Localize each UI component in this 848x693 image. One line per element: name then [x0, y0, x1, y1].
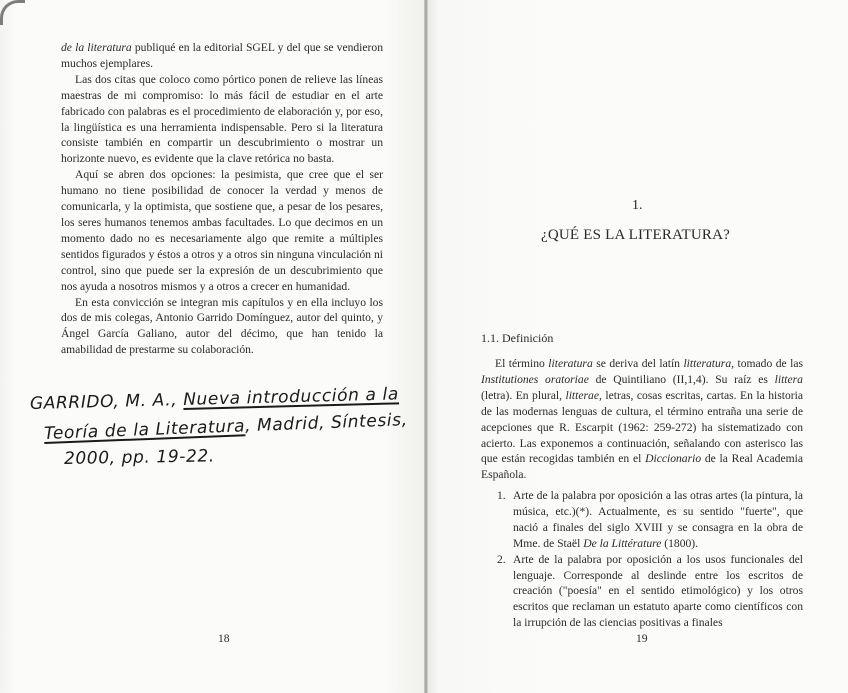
list-item-number: 2. — [497, 552, 506, 566]
right-body-text — [481, 356, 803, 483]
text-run: El término — [495, 357, 549, 370]
book-title-italic: de la literatura — [61, 41, 132, 54]
handwritten-citation-line-3: 2000, pp. 19-22. — [63, 446, 216, 469]
list-item-number: 1. — [497, 489, 506, 502]
italic-work-title: De la Littérature — [583, 536, 662, 550]
italic-term: literatura — [548, 357, 593, 370]
italic-term: littera — [774, 372, 803, 386]
left-body-text — [61, 40, 383, 358]
text-run: se deriva del latín — [592, 357, 684, 370]
italic-term: litterae — [565, 388, 599, 402]
section-heading: 1.1. Definición — [481, 331, 554, 345]
italic-term: Diccionario — [645, 452, 702, 466]
paragraph-1-text: publiqué en la editorial SGEL y del que se vendieron muchos ejemplares. — [61, 41, 383, 70]
list-item-text: (1800). — [661, 536, 699, 550]
list-item-text: Arte de la palabra por oposición a los usos funcionales del lenguaje. Corresponde al deslinde entre los escritos de creación ("poesía" en el sentido etimológico) y los otros escritos que reclaman un estatuto aparte como científicos con la irrupción de las ciencias positivas a finales — [513, 552, 803, 630]
list-item — [497, 552, 803, 632]
text-run: tomado de las — [734, 357, 804, 370]
text-run: , letras, cosas escritas, cartas. En la historia de las modernas lenguas de cultura, el término entraña una serie de acepciones que R. Escarpit (1962: 259-272) ha sistematizado con acierto. Las exponemos a continuación, señalando con asterisco las que están recogidas también en el — [481, 388, 803, 466]
right-page-number: 19 — [636, 632, 648, 645]
citation-title-part-1: Nueva introducción a la — [182, 384, 400, 410]
paragraph-3: Aquí se abren dos opciones: la pesimista, que cree que el ser humano no tiene posibilidad de conocer la verdad y menos de comunicarla, y la optimista, que sostiene que, a pesar de los pesares, los seres humanos tenemos ambas facultades. Lo que decimos en un momento dado no es necesariamente algo que remite a múltiples sentidos figurados y éstos a otros y a otros sin ninguna vinculación ni control, sino que puede ser la expresión de un descubrimiento que nos ayuda a nosotros mismos y a otros a crecer en humanidad. — [61, 168, 384, 293]
citation-publisher: , Madrid, Síntesis, — [244, 410, 409, 437]
list-item — [497, 488, 803, 552]
text-run: de Quintiliano (II,1,4). Su raíz es — [588, 372, 775, 386]
paragraph-1 — [61, 40, 383, 72]
italic-term: litteratura, — [683, 357, 735, 370]
citation-author: GARRIDO, M. A., — [29, 389, 184, 414]
left-page-number: 18 — [218, 632, 230, 645]
paragraph-4: En esta convicción se integran mis capítulos y en ella incluyo los dos de mis colegas, Antonio Garrido Domínguez, autor del quinto, y Ángel García Galiano, autor del décimo, que han tenido la amabilidad de prestarme su colaboración. — [61, 295, 383, 357]
definition-list — [497, 488, 803, 631]
citation-title-part-2: Teoría de la Literatura — [43, 416, 246, 444]
chapter-title: ¿QUÉ ES LA LITERATURA? — [541, 227, 730, 243]
text-run: de la Real Academia Española. — [481, 452, 803, 482]
italic-term: Institutiones oratoriae — [481, 372, 589, 386]
chapter-number: 1. — [632, 198, 643, 213]
definition-paragraph — [481, 356, 803, 483]
book-gutter — [424, 0, 428, 693]
list-item-text: Arte de la palabra por oposición a las otras artes (la pintura, la música, etc.)(*). Actualmente, es su sentido "fuerte", que nació a finales del siglo XVIII y se consagra en la obra de Mme. de Staël — [513, 489, 803, 550]
paragraph-2: Las dos citas que coloco como pórtico ponen de relieve las líneas maestras de mi compromiso: lo más fácil de estudiar en el arte fabricado con palabras es el procedimiento de elaboración y, por eso, la lingüística es una herramienta indispensable. Pero si la literatura consiste también en compartir un descubrimiento o mostrar un horizonte nuevo, es evidente que la clave retórica no basta. — [61, 72, 383, 166]
text-run: (letra). En plural, — [481, 388, 566, 402]
